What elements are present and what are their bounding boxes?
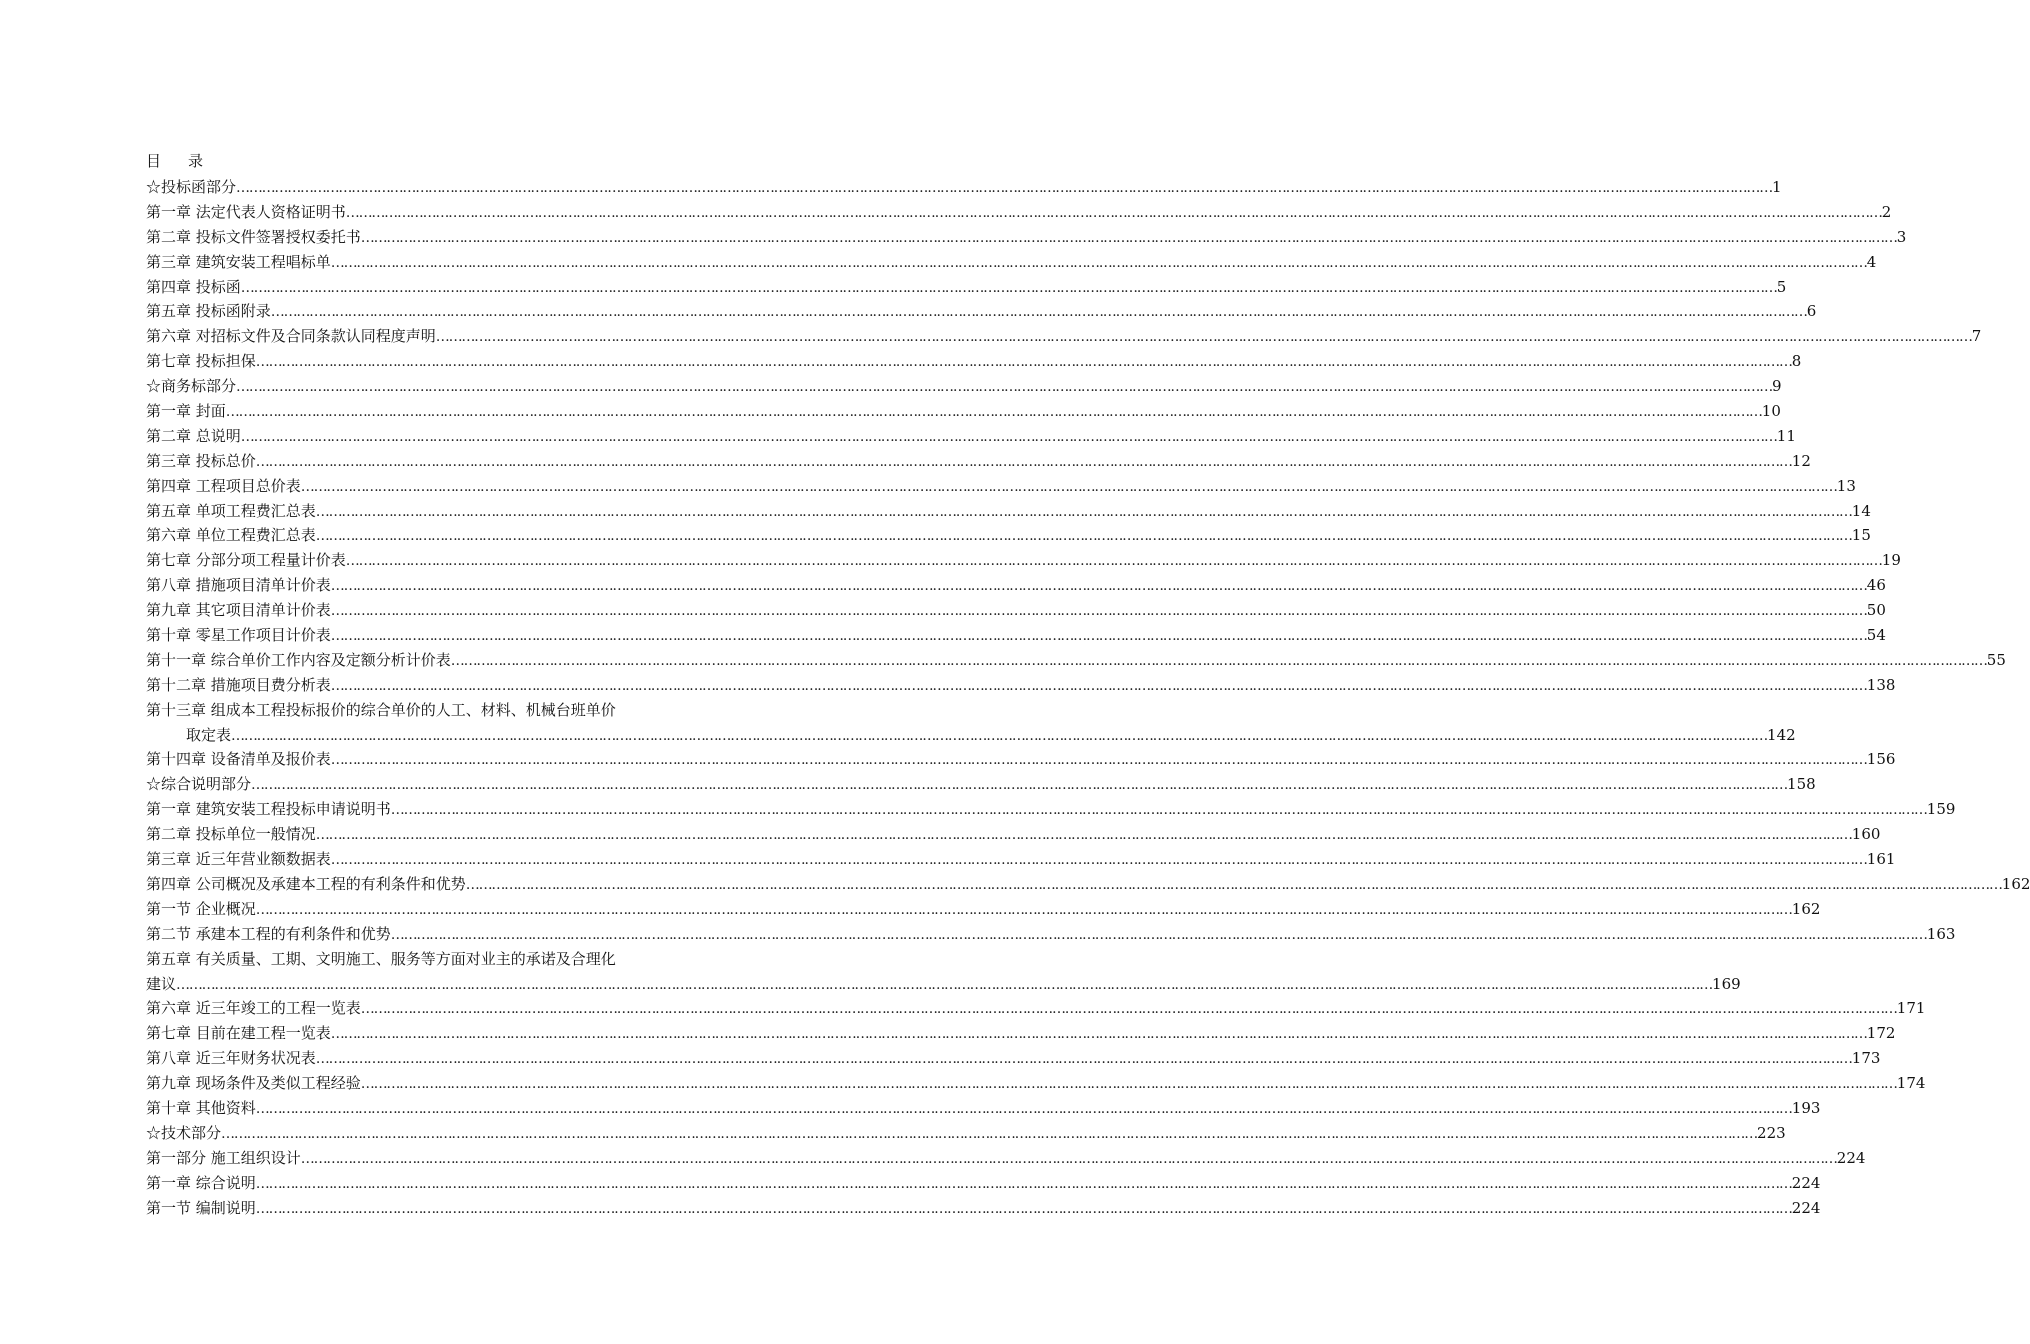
toc-leader-dots: ……………………………………………………………………………………………………………………………………………………………………………………………………………………………………………………………………………………………………………………………… — [300, 1150, 1837, 1167]
toc-page-number: 19 — [1881, 551, 1901, 570]
toc-entry — [146, 424, 1796, 449]
toc-entry-title: 第九章 现场条件及类似工程经验 — [146, 1074, 361, 1093]
toc-entry — [146, 449, 1811, 474]
toc-entry — [146, 872, 2030, 897]
toc-entry — [146, 275, 1787, 300]
toc-entry — [146, 175, 1782, 200]
toc-page-number: 15 — [1851, 526, 1871, 545]
toc-leader-dots: ……………………………………………………………………………………………………………………………………………………………………………………………………………………………………………………………………………………………………………………………… — [330, 677, 1867, 694]
toc-page-number: 142 — [1767, 725, 1796, 744]
toc-leader-dots: ……………………………………………………………………………………………………………………………………………………………………………………………………………………………………………………………………………………………………………………………… — [270, 304, 1807, 321]
toc-entry-title: 第六章 近三年竣工的工程一览表 — [146, 999, 361, 1018]
toc-page-number: 12 — [1791, 451, 1811, 470]
toc-page-number: 54 — [1866, 626, 1886, 645]
toc-entry-title: ☆技术部分 — [146, 1123, 222, 1142]
toc-entry-title: 第十三章 组成本工程投标报价的综合单价的人工、材料、机械台班单价 — [146, 700, 616, 719]
toc-page-number: 14 — [1851, 501, 1871, 520]
toc-page-number: 10 — [1761, 402, 1781, 421]
toc-entry — [146, 648, 2006, 673]
toc-leader-dots: ……………………………………………………………………………………………………………………………………………………………………………………………………………………………………………………………………………………………………………………………… — [450, 652, 1987, 669]
toc-entry-title: 第五章 有关质量、工期、文明施工、服务等方面对业主的承诺及合理化 — [146, 949, 616, 968]
toc-entry — [146, 1096, 1821, 1121]
toc-entry — [146, 598, 1886, 623]
toc-page-number: 161 — [1866, 850, 1896, 869]
toc-page-number: 162 — [1791, 899, 1821, 918]
toc-entry — [146, 922, 1956, 947]
toc-leader-dots: ……………………………………………………………………………………………………………………………………………………………………………………………………………………………………………………………………………………………………………………………… — [390, 802, 1927, 819]
toc-entry-title: 第三章 近三年营业额数据表 — [146, 850, 331, 869]
toc-entry — [146, 349, 1802, 374]
toc-page-number: 174 — [1896, 1074, 1926, 1093]
toc-page-number: 46 — [1866, 576, 1886, 595]
toc-entry-title: 建议 — [146, 974, 177, 993]
toc-entry-title: 第四章 工程项目总价表 — [146, 476, 301, 495]
toc-entry — [146, 1021, 1896, 1046]
toc-entry-title: 第三章 建筑安装工程唱标单 — [146, 252, 331, 271]
toc-page-number: 7 — [1971, 327, 1982, 346]
toc-page-number: 223 — [1757, 1123, 1786, 1142]
toc-title: 目 录 — [146, 152, 210, 170]
toc-leader-dots: ……………………………………………………………………………………………………………………………………………………………………………………………………………………………………………………………………………………………………………………………… — [255, 453, 1792, 470]
toc-entry-title: 第二节 承建本工程的有利条件和优势 — [146, 924, 391, 943]
toc-entry — [146, 822, 1881, 847]
toc-leader-dots: ……………………………………………………………………………………………………………………………………………………………………………………………………………………………………………………………………………………………………………………………… — [465, 876, 2002, 893]
toc-page-number: 156 — [1866, 750, 1896, 769]
toc-page-number: 172 — [1866, 1024, 1896, 1043]
toc-entry-title: 第二章 总说明 — [146, 426, 241, 445]
toc-entry-title: 第一节 编制说明 — [146, 1198, 256, 1217]
toc-leader-dots: ……………………………………………………………………………………………………………………………………………………………………………………………………………………………………………………………………………………………………………………………… — [236, 379, 1773, 396]
toc-entry-title: 取定表 — [186, 725, 232, 744]
toc-page-number: 169 — [1712, 974, 1741, 993]
toc-entry — [146, 996, 1926, 1021]
toc-page-number: 171 — [1896, 999, 1926, 1018]
toc-page-number: 3 — [1896, 227, 1907, 246]
toc-leader-dots: ……………………………………………………………………………………………………………………………………………………………………………………………………………………………………………………………………………………………………………………………… — [240, 279, 1777, 296]
toc-entry — [146, 747, 1896, 772]
toc-page-number: 1 — [1772, 178, 1782, 196]
toc-entry-title: 第五章 单项工程费汇总表 — [146, 501, 316, 520]
toc-leader-dots: ……………………………………………………………………………………………………………………………………………………………………………………………………………………………………………………………………………………………………………………………… — [330, 852, 1867, 869]
toc-entry — [146, 698, 676, 723]
toc-entry — [146, 1121, 1786, 1146]
toc-leader-dots: ……………………………………………………………………………………………………………………………………………………………………………………………………………………………………………………………………………………………………………………………… — [236, 180, 1773, 196]
toc-leader-dots: ……………………………………………………………………………………………………………………………………………………………………………………………………………………………………………………………………………………………………………………………… — [255, 901, 1792, 918]
toc-page-number: 55 — [1986, 650, 2006, 669]
toc-entry — [146, 374, 1782, 399]
toc-entry-title: 第六章 单位工程费汇总表 — [146, 526, 316, 545]
toc-page-number: 224 — [1791, 1173, 1821, 1192]
toc-leader-dots: ……………………………………………………………………………………………………………………………………………………………………………………………………………………………………………………………………………………………………………………………… — [330, 603, 1867, 620]
toc-leader-dots: ……………………………………………………………………………………………………………………………………………………………………………………………………………………………………………………………………………………………………………………………… — [231, 727, 1768, 744]
toc-entry — [146, 847, 1896, 872]
table-of-contents — [146, 175, 2030, 1220]
toc-leader-dots: ……………………………………………………………………………………………………………………………………………………………………………………………………………………………………………………………………………………………………………………………… — [225, 404, 1762, 421]
toc-entry — [146, 947, 676, 972]
toc-page-number: 138 — [1866, 675, 1896, 694]
toc-entry-title: 第三章 投标总价 — [146, 451, 256, 470]
toc-leader-dots: ……………………………………………………………………………………………………………………………………………………………………………………………………………………………………………………………………………………………………………………………… — [315, 503, 1852, 520]
toc-entry — [146, 324, 1982, 349]
toc-leader-dots: ……………………………………………………………………………………………………………………………………………………………………………………………………………………………………………………………………………………………………………………………… — [330, 1026, 1867, 1043]
toc-entry — [146, 573, 1886, 598]
toc-entry — [146, 1071, 1926, 1096]
toc-leader-dots: ……………………………………………………………………………………………………………………………………………………………………………………………………………………………………………………………………………………………………………………………… — [360, 229, 1897, 246]
toc-page-number: 8 — [1791, 352, 1802, 371]
toc-leader-dots: ……………………………………………………………………………………………………………………………………………………………………………………………………………………………………………………………………………………………………………………………… — [330, 578, 1867, 595]
toc-page-number: 224 — [1791, 1198, 1821, 1217]
toc-page-number: 5 — [1776, 277, 1787, 296]
toc-entry-title: 第一章 综合说明 — [146, 1173, 256, 1192]
toc-entry-title: 第二章 投标文件签署授权委托书 — [146, 227, 361, 246]
toc-page-number: 193 — [1791, 1098, 1821, 1117]
toc-entry-title: 第六章 对招标文件及合同条款认同程度声明 — [146, 327, 436, 346]
toc-leader-dots: ……………………………………………………………………………………………………………………………………………………………………………………………………………………………………………………………………………………………………………………………… — [360, 1001, 1897, 1018]
toc-leader-dots: ……………………………………………………………………………………………………………………………………………………………………………………………………………………………………………………………………………………………………………………………… — [255, 1100, 1792, 1117]
toc-page-number: 50 — [1866, 601, 1886, 620]
toc-leader-dots: ……………………………………………………………………………………………………………………………………………………………………………………………………………………………………………………………………………………………………………………………… — [330, 254, 1867, 271]
toc-page-number: 11 — [1776, 426, 1796, 445]
toc-entry — [146, 1196, 1821, 1221]
toc-leader-dots: ……………………………………………………………………………………………………………………………………………………………………………………………………………………………………………………………………………………………………………………………… — [315, 827, 1852, 844]
toc-entry-title: 第八章 近三年财务状况表 — [146, 1049, 316, 1068]
toc-entry-title: 第十一章 综合单价工作内容及定额分析计价表 — [146, 650, 451, 669]
toc-page-number: 2 — [1881, 202, 1892, 221]
toc-entry-title: 第七章 目前在建工程一览表 — [146, 1024, 331, 1043]
toc-entry-title: 第十章 零星工作项目计价表 — [146, 626, 331, 645]
toc-leader-dots: ……………………………………………………………………………………………………………………………………………………………………………………………………………………………………………………………………………………………………………………………… — [360, 1076, 1897, 1093]
toc-entry — [146, 474, 1856, 499]
toc-page-number: 4 — [1866, 252, 1877, 271]
toc-entry-title: 第七章 投标担保 — [146, 352, 256, 371]
toc-entry-title: 第二章 投标单位一般情况 — [146, 825, 316, 844]
toc-page-number: 162 — [2001, 874, 2030, 893]
toc-leader-dots: ……………………………………………………………………………………………………………………………………………………………………………………………………………………………………………………………………………………………………………………………… — [345, 553, 1882, 570]
toc-entry-title: 第十二章 措施项目费分析表 — [146, 675, 331, 694]
toc-entry — [146, 200, 1892, 225]
toc-entry — [146, 1146, 1866, 1171]
toc-entry — [146, 772, 1816, 797]
toc-entry — [146, 548, 1901, 573]
toc-entry-title: 第十章 其他资料 — [146, 1098, 256, 1117]
toc-page-number: 9 — [1772, 377, 1782, 396]
toc-page-number: 173 — [1851, 1049, 1881, 1068]
toc-leader-dots: ……………………………………………………………………………………………………………………………………………………………………………………………………………………………………………………………………………………………………………………………… — [255, 354, 1792, 371]
toc-leader-dots: ……………………………………………………………………………………………………………………………………………………………………………………………………………………………………………………………………………………………………………………………… — [176, 976, 1713, 993]
toc-entry-title: 第七章 分部分项工程量计价表 — [146, 551, 346, 570]
toc-leader-dots: ……………………………………………………………………………………………………………………………………………………………………………………………………………………………………………………………………………………………………………………………… — [390, 926, 1927, 943]
toc-leader-dots: ……………………………………………………………………………………………………………………………………………………………………………………………………………………………………………………………………………………………………………………………… — [255, 1200, 1792, 1217]
toc-entry — [146, 225, 1907, 250]
toc-entry-title: ☆综合说明部分 — [146, 775, 252, 794]
toc-page-number: 6 — [1806, 302, 1817, 321]
toc-entry — [146, 972, 1741, 997]
toc-entry — [146, 499, 1871, 524]
toc-leader-dots: ……………………………………………………………………………………………………………………………………………………………………………………………………………………………………………………………………………………………………………………………… — [251, 777, 1788, 794]
toc-page-number: 158 — [1787, 775, 1816, 794]
toc-leader-dots: ……………………………………………………………………………………………………………………………………………………………………………………………………………………………………………………………………………………………………………………………… — [315, 528, 1852, 545]
toc-page-number: 13 — [1836, 476, 1856, 495]
toc-entry-title: 第一章 封面 — [146, 402, 226, 421]
toc-entry — [146, 1046, 1881, 1071]
toc-leader-dots: ……………………………………………………………………………………………………………………………………………………………………………………………………………………………………………………………………………………………………………………………… — [330, 628, 1867, 645]
toc-entry — [146, 797, 1956, 822]
toc-leader-dots: ……………………………………………………………………………………………………………………………………………………………………………………………………………………………………………………………………………………………………………………………… — [221, 1125, 1758, 1142]
toc-entry-title: 第五章 投标函附录 — [146, 302, 271, 321]
toc-entry-title: 第一章 法定代表人资格证明书 — [146, 202, 346, 221]
toc-leader-dots: ……………………………………………………………………………………………………………………………………………………………………………………………………………………………………………………………………………………………………………………………… — [255, 1175, 1792, 1192]
toc-entry — [146, 299, 1817, 324]
toc-leader-dots: ……………………………………………………………………………………………………………………………………………………………………………………………………………………………………………………………………………………………………………………………… — [435, 329, 1972, 346]
toc-page-number: 224 — [1836, 1148, 1866, 1167]
toc-page-number: 159 — [1926, 800, 1956, 819]
toc-page-number: 163 — [1926, 924, 1956, 943]
toc-entry-title: 第一章 建筑安装工程投标申请说明书 — [146, 800, 391, 819]
toc-leader-dots: ……………………………………………………………………………………………………………………………………………………………………………………………………………………………………………………………………………………………………………………………… — [240, 428, 1777, 445]
toc-entry-title: 第四章 公司概况及承建本工程的有利条件和优势 — [146, 874, 466, 893]
toc-entry-title: 第一节 企业概况 — [146, 899, 256, 918]
toc-entry-title: 第十四章 设备清单及报价表 — [146, 750, 331, 769]
toc-entry-title: ☆投标函部分 — [146, 178, 237, 196]
toc-entry — [146, 399, 1781, 424]
toc-entry — [146, 523, 1871, 548]
toc-entry — [146, 897, 1821, 922]
toc-entry-title: 第八章 措施项目清单计价表 — [146, 576, 331, 595]
toc-entry — [146, 673, 1896, 698]
toc-entry — [146, 623, 1886, 648]
toc-leader-dots: ……………………………………………………………………………………………………………………………………………………………………………………………………………………………………………………………………………………………………………………………… — [330, 752, 1867, 769]
toc-leader-dots: ……………………………………………………………………………………………………………………………………………………………………………………………………………………………………………………………………………………………………………………………… — [315, 1051, 1852, 1068]
toc-entry-title: 第一部分 施工组织设计 — [146, 1148, 301, 1167]
toc-entry-title: 第四章 投标函 — [146, 277, 241, 296]
toc-entry — [146, 723, 1796, 748]
toc-leader-dots: ……………………………………………………………………………………………………………………………………………………………………………………………………………………………………………………………………………………………………………………………… — [300, 478, 1837, 495]
toc-entry-title: ☆商务标部分 — [146, 377, 237, 396]
toc-page-number: 160 — [1851, 825, 1881, 844]
toc-entry — [146, 1171, 1821, 1196]
toc-entry-title: 第九章 其它项目清单计价表 — [146, 601, 331, 620]
toc-entry — [146, 250, 1877, 275]
toc-leader-dots: ……………………………………………………………………………………………………………………………………………………………………………………………………………………………………………………………………………………………………………………………… — [345, 204, 1882, 221]
